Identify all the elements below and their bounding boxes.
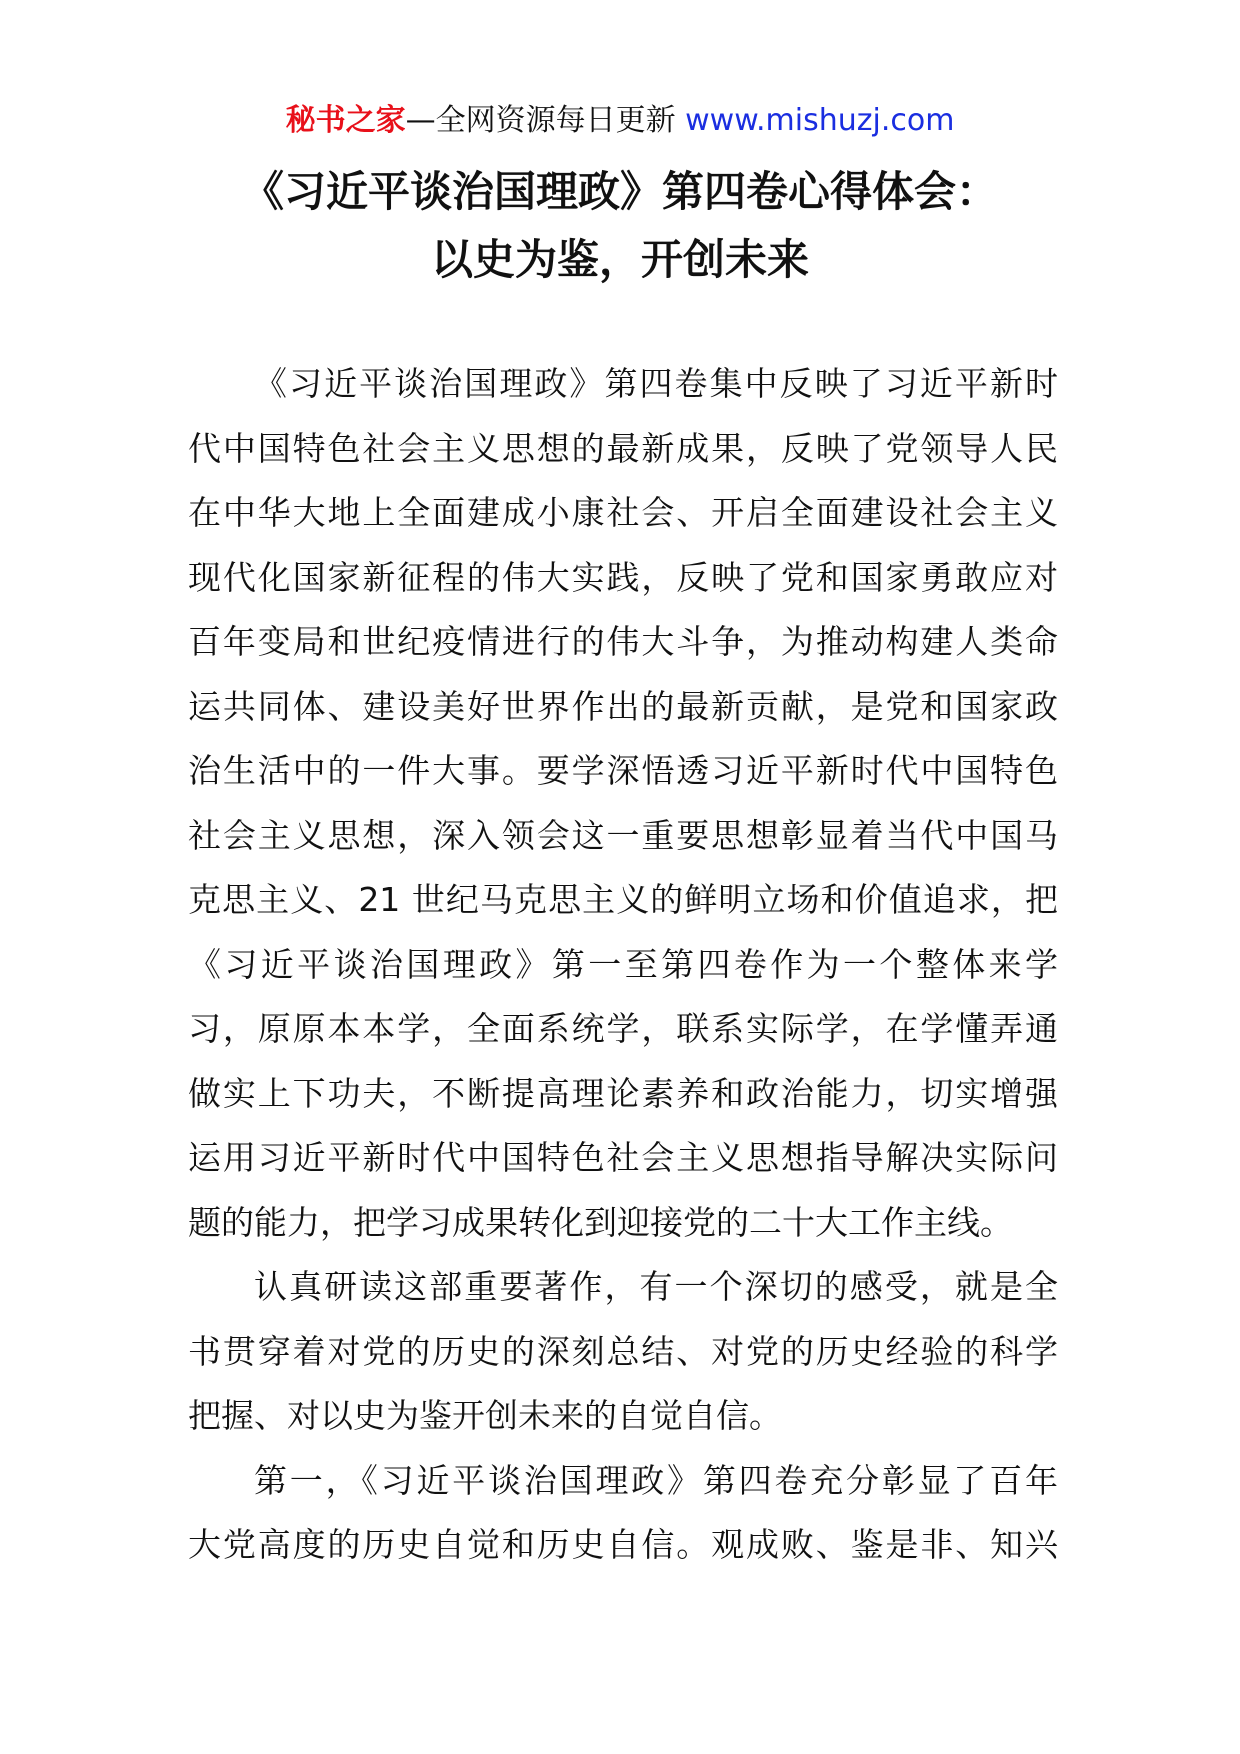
title-line-1: 《习近平谈治国理政》第四卷心得体会： [241, 167, 998, 216]
text-line: 百年变局和世纪疫情进行的伟大斗争，为推动构建人类命 [188, 622, 1058, 661]
text-line: 治生活中的一件大事。要学深悟透习近平新时代中国特色 [188, 751, 1058, 790]
text-line: 在中华大地上全面建成小康社会、开启全面建设社会主义 [188, 493, 1058, 532]
text-line: 《习近平谈治国理政》第一至第四卷作为一个整体来学 [188, 944, 1058, 984]
text-line: 代中国特色社会主义思想的最新成果，反映了党领导人民 [188, 428, 1058, 468]
paragraph-3 [188, 1449, 1058, 1578]
text-line: 《习近平谈治国理政》第四卷集中反映了习近平新时 [254, 364, 1058, 403]
text-line: 克思主义、21 世纪马克思主义的鲜明立场和价值追求，把 [188, 880, 1058, 919]
text-line: 现代化国家新征程的伟大实践，反映了党和国家勇敢应对 [188, 557, 1058, 597]
text-line: 运用习近平新时代中国特色社会主义思想指导解决实际问 [188, 1138, 1058, 1177]
document-title [0, 158, 1240, 294]
text-line: 把握、对以史为鉴开创未来的自觉自信。 [188, 1396, 782, 1435]
site-header [0, 100, 1240, 142]
text-line: 社会主义思想，深入领会这一重要思想彰显着当代中国马 [188, 815, 1058, 855]
text-line: 习，原原本本学，全面系统学，联系实际学，在学懂弄通 [188, 1009, 1058, 1048]
text-line: 做实上下功夫，不断提高理论素养和政治能力，切实增强 [188, 1073, 1058, 1113]
paragraph-2 [188, 1255, 1058, 1449]
title-line-2: 以史为鉴，开创未来 [430, 235, 809, 284]
text-line: 大党高度的历史自觉和历史自信。观成败、鉴是非、知兴 [188, 1525, 1058, 1564]
site-url-link[interactable]: www.mishuzj.com [685, 103, 955, 138]
site-brand: 秘书之家 [285, 103, 406, 138]
text-line: 书贯穿着对党的历史的深刻总结、对党的历史经验的科学 [188, 1331, 1058, 1371]
text-line: 认真研读这部重要著作，有一个深切的感受，就是全 [254, 1267, 1058, 1306]
text-line: 运共同体、建设美好世界作出的最新贡献，是党和国家政 [188, 686, 1058, 726]
text-line: 题的能力，把学习成果转化到迎接党的二十大工作主线。 [188, 1202, 1013, 1242]
paragraph-1 [188, 352, 1058, 1255]
site-tagline: —全网资源每日更新 [405, 103, 676, 138]
document-body [188, 352, 1058, 1578]
text-line: 第一，《习近平谈治国理政》第四卷充分彰显了百年 [254, 1460, 1058, 1500]
